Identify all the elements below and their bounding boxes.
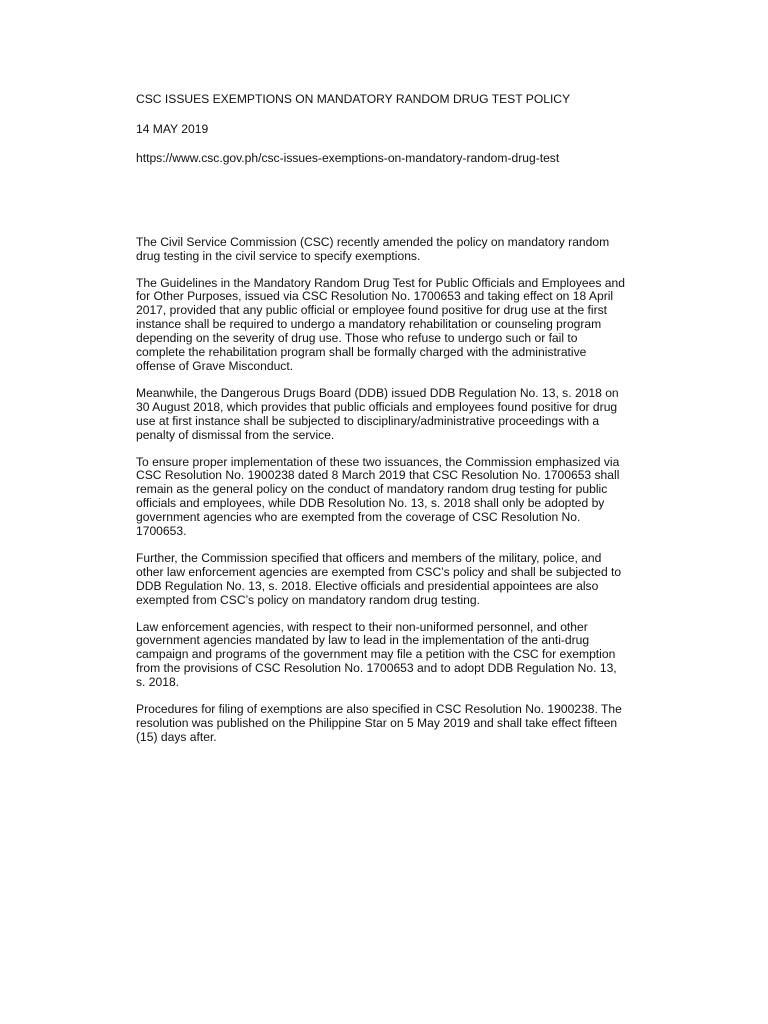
- paragraph-line: officials and employees, while DDB Resolution No. 13, s. 2018 shall only be adopted by: [136, 496, 605, 511]
- paragraph-line: Meanwhile, the Dangerous Drugs Board (DDB) issued DDB Regulation No. 13, s. 2018 on: [136, 385, 619, 400]
- document-content: [136, 93, 676, 758]
- paragraph-line: remain as the general policy on the conduct of mandatory random drug testing for public: [136, 482, 608, 497]
- paragraph-7: [136, 703, 676, 745]
- paragraph-line: DDB Regulation No. 13, s. 2018. Elective officials and presidential appointees are also: [136, 578, 599, 593]
- paragraph-line: for Other Purposes, issued via CSC Resolution No. 1700653 and taking effect on 18 April: [136, 289, 614, 304]
- paragraph-line: from the provisions of CSC Resolution No. 1700653 and to adopt DDB Regulation No. 13,: [136, 661, 617, 676]
- paragraph-4: [136, 456, 676, 539]
- paragraph-line: resolution was published on the Philippine Star on 5 May 2019 and shall take effect fifteen: [136, 716, 618, 730]
- paragraph-line: government agencies who are exempted from the coverage of CSC Resolution No.: [136, 510, 581, 525]
- paragraph-line: complete the rehabilitation program shall be formally charged with the administrative: [136, 345, 587, 360]
- paragraph-line: exempted from CSC’s policy on mandatory random drug testing.: [136, 592, 480, 607]
- paragraph-line: Procedures for filing of exemptions are also specified in CSC Resolution No. 1900238. The: [136, 702, 622, 717]
- paragraph-line: 1700653.: [136, 524, 187, 539]
- paragraph-line: drug testing in the civil service to specify exemptions.: [136, 248, 421, 263]
- paragraph-line: (15) days after.: [136, 729, 217, 744]
- paragraph-line: 30 August 2018, which provides that public officials and employees found positive for drug: [136, 399, 618, 414]
- paragraph-line: s. 2018.: [136, 675, 180, 690]
- document-url[interactable]: https://www.csc.gov.ph/csc-issues-exemptions-on-mandatory-random-drug-test: [136, 150, 560, 165]
- paragraph-6: [136, 621, 676, 691]
- paragraph-line: CSC Resolution No. 1900238 dated 8 March 2019 that CSC Resolution No. 1700653 shall: [136, 468, 620, 483]
- paragraph-2: [136, 277, 676, 374]
- paragraph-1: [136, 236, 676, 264]
- paragraph-line: The Guidelines in the Mandatory Random Drug Test for Public Officials and Employees and: [136, 275, 625, 290]
- paragraph-line: instance shall be required to undergo a mandatory rehabilitation or counseling program: [136, 317, 602, 332]
- paragraph-line: 2017, provided that any public official or employee found positive for drug use at the first: [136, 303, 608, 318]
- paragraph-line: penalty of dismissal from the service.: [136, 427, 335, 442]
- paragraph-line: depending on the severity of drug use. Those who refuse to undergo such or fail to: [136, 331, 578, 346]
- paragraph-line: other law enforcement agencies are exempted from CSC’s policy and shall be subjected to: [136, 564, 622, 579]
- paragraph-3: [136, 387, 676, 443]
- paragraph-line: offense of Grave Misconduct.: [136, 358, 294, 373]
- paragraph-line: use at first instance shall be subjected to disciplinary/administrative proceedings with a: [136, 413, 600, 428]
- paragraph-line: Further, the Commission specified that officers and members of the military, police, and: [136, 550, 602, 565]
- paragraph-line: The Civil Service Commission (CSC) recently amended the policy on mandatory random: [136, 234, 610, 249]
- paragraph-line: Law enforcement agencies, with respect to their non-uniformed personnel, and other: [136, 619, 588, 634]
- paragraph-line: campaign and programs of the government may file a petition with the CSC for exemption: [136, 647, 616, 662]
- document-title: CSC ISSUES EXEMPTIONS ON MANDATORY RANDOM DRUG TEST POLICY: [136, 92, 571, 106]
- paragraph-line: To ensure proper implementation of these two issuances, the Commission emphasized via: [136, 454, 620, 469]
- paragraph-5: [136, 552, 676, 608]
- document-date: 14 MAY 2019: [136, 121, 209, 136]
- paragraph-line: government agencies mandated by law to lead in the implementation of the anti-drug: [136, 633, 590, 648]
